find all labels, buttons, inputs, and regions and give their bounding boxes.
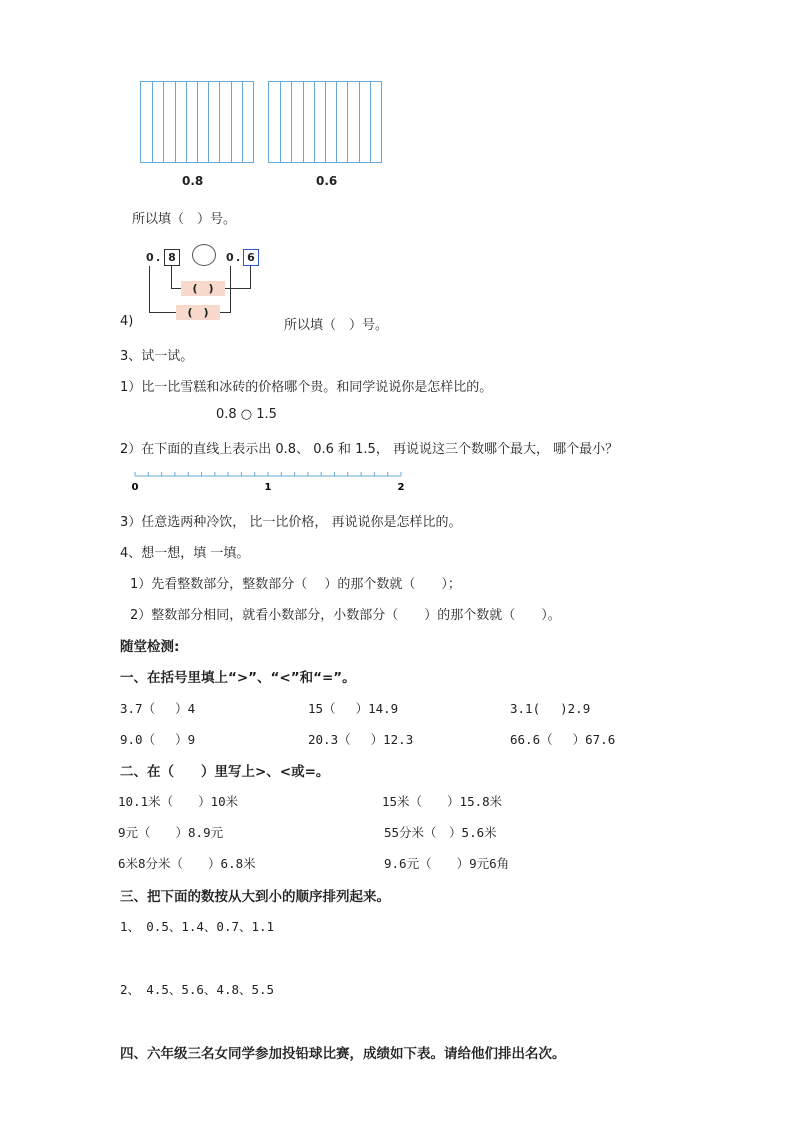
part-3-item-2: 2、 4.5、5.6、4.8、5.5 [120,982,275,997]
ruler-label: 0 [131,482,139,493]
right-digit-box: 6 [243,249,259,266]
inner-paren-box[interactable]: ( ) [181,281,225,296]
part-1-r2-c3: 66.6（ ）67.6 [510,732,616,747]
ruler-label: 1 [264,482,272,493]
part-1-r1-c3: 3.1( )2.9 [510,701,591,716]
section-3-title: 3、试一试。 [120,349,194,364]
section-3-q3: 3）任意选两种冷饮， 比一比价格， 再说说你是怎样比的。 [120,515,462,530]
grid-column-line [219,82,220,162]
fill-symbol-line-2: 所以填（ ）号。 [284,318,389,333]
grid-label-0-8: 0.8 [182,174,204,188]
grid-column-line [303,82,304,162]
part-2-r1-c2: 15米（ ）15.8米 [382,794,503,809]
grid-column-line [197,82,198,162]
part-2-r2-c2: 55分米（ ）5.6米 [384,825,497,840]
item-number-4: 4) [120,314,134,329]
grid-column-line [231,82,232,162]
fill-symbol-line: 所以填（ ）号。 [132,212,237,227]
section-3-q1: 1）比一比雪糕和冰砖的价格哪个贵。和同学说说你是怎样比的。 [120,380,493,395]
grid-tenths-0-6 [268,81,382,163]
grid-column-line [370,82,371,162]
compare-circle[interactable] [192,244,216,266]
part-1-r1-c2: 15（ ）14.9 [308,701,399,716]
right-integer: 0 [226,251,234,264]
part-2-title: 二、在（ ）里写上>、<或=。 [120,764,330,780]
section-3-q1-expression: 0.8 ○ 1.5 [216,407,277,422]
part-1-r2-c2: 20.3（ ）12.3 [308,732,414,747]
grid-column-line [280,82,281,162]
left-dot: . [156,251,161,264]
right-dot: . [236,251,241,264]
section-3-q2: 2）在下面的直线上表示出 0.8、 0.6 和 1.5， 再说说这三个数哪个最大， 哪个最小？ [120,442,619,457]
part-3-title: 三、把下面的数按从大到小的顺序排列起来。 [120,889,390,905]
section-4-rule-2: 2）整数部分相同，就看小数部分，小数部分（ ）的那个数就（ ）。 [130,608,561,623]
grid-column-line [242,82,243,162]
quiz-title: 随堂检测: [120,639,180,655]
grid-column-line [347,82,348,162]
grid-column-line [359,82,360,162]
grid-column-line [336,82,337,162]
grid-label-0-6: 0.6 [316,174,338,188]
grid-column-line [152,82,153,162]
grid-column-line [291,82,292,162]
part-3-item-1: 1、 0.5、1.4、0.7、1.1 [120,919,275,934]
part-2-r1-c1: 10.1米（ ）10米 [118,794,239,809]
section-4-rule-1: 1）先看整数部分，整数部分（ ）的那个数就（ ）； [130,577,461,592]
part-1-r2-c1: 9.0（ ）9 [120,732,196,747]
part-4-title: 四、六年级三名女同学参加投铅球比赛，成绩如下表。请给他们排出名次。 [120,1046,566,1062]
left-digit-box: 8 [164,249,180,266]
grid-column-line [325,82,326,162]
number-line-ruler [130,468,410,498]
grid-column-line [208,82,209,162]
ruler-label: 2 [397,482,405,493]
part-2-r2-c1: 9元（ ）8.9元 [118,825,224,840]
part-1-r1-c1: 3.7（ ）4 [120,701,196,716]
part-2-r3-c2: 9.6元（ ）9元6角 [384,856,510,871]
section-4-title: 4、想一想，填 一填。 [120,546,250,561]
outer-paren-box[interactable]: ( ) [176,305,220,320]
grid-tenths-0-8 [140,81,254,163]
grid-column-line [163,82,164,162]
part-1-title: 一、在括号里填上“>”、“<”和“=”。 [120,670,356,686]
grid-column-line [175,82,176,162]
grid-column-line [314,82,315,162]
left-integer: 0 [146,251,154,264]
grid-column-line [186,82,187,162]
part-2-r3-c1: 6米8分米（ ）6.8米 [118,856,256,871]
